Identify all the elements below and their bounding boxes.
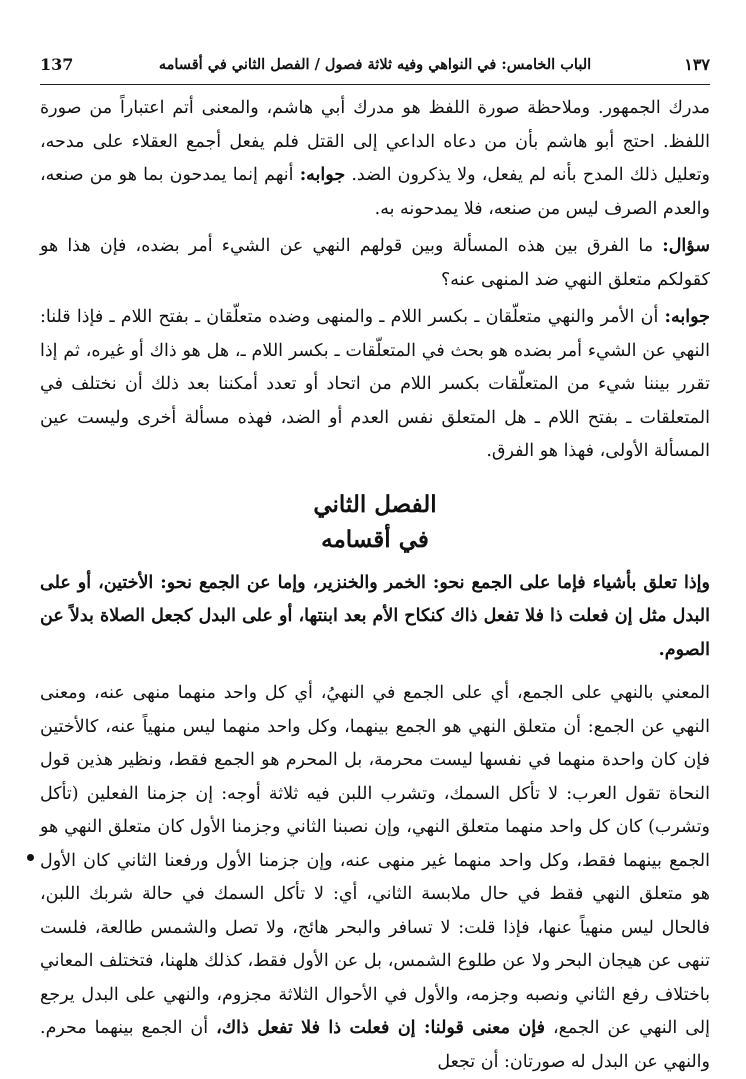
answer-text: أنهم إنما يمدحون بما هو من صنعه، والعدم الصرف ليس من صنعه، فلا يمدحونه به. (40, 165, 710, 219)
page-number-arabic: ١٣٧ (684, 54, 710, 74)
paragraph-text: مدرك الجمهور. وملاحظة صورة اللفظ هو مدرك أبي هاشم، والمعنى أتم اعتباراً من صورة اللفظ. احتج أبو هاشم بأن من دعاه الداعي إلى القتل فلم يفعل أجمع العقلاء على مدحه، وتعليل ذلك المدح بأنه لم يفعل، ولا يذكرون الضد. (40, 98, 710, 185)
margin-dot (27, 854, 34, 861)
answer-label: جوابه: (299, 165, 346, 185)
page-number-latin: 137 (40, 54, 74, 74)
question-paragraph (40, 230, 710, 297)
chapter-title: الفصل الثاني (313, 490, 437, 518)
question-text: ما الفرق بين هذه المسألة وبين قولهم النهي عن الشيء أمر بضده، فإن هذا هو كقولكم متعلق النهي ضد المنهى عنه؟ (40, 236, 710, 290)
commentary-paragraph (40, 677, 710, 1079)
answer-paragraph (40, 301, 710, 469)
commentary-tail: أن الجمع بينهما محرم. والنهي عن البدل له صورتان: أن تجعل (40, 1018, 710, 1072)
answer-label-2: جوابه: (664, 307, 710, 327)
running-header-title: الباب الخامس: في النواهي وفيه ثلاثة فصول / الفصل الثاني في أقسامه (158, 55, 592, 73)
commentary-bold-phrase: فإن معنى قولنا: إن فعلت ذا فلا تفعل ذاك، (216, 1018, 545, 1038)
question-label: سؤال: (662, 236, 710, 256)
matn-paragraph: وإذا تعلق بأشياء فإما على الجمع نحو: الخمر والخنزير، وإما عن الجمع نحو: الأختين، أو على البدل مثل إن فعلت ذا فلا تفعل ذاك كنكاح الأم بعد ابنتها، أو على البدل كجعل الصلاة بدلاً عن الصوم. (40, 572, 710, 660)
paragraph-continuation (40, 92, 710, 226)
chapter-subtitle: في أقسامه (321, 525, 429, 553)
commentary-text: المعني بالنهي على الجمع، أي على الجمع في النهيُ، أي كل واحد منهما منهى عنه، ومعنى النهي عن الجمع: أن متعلق النهي هو الجمع بينهما، وكل واحد منهما ليس منهياً عنه، كالأختين فإن كان واحدة منهما في نفسها ليست محرمة، بل المحرم هو الجمع فقط، ونظير هذين قول النحاة تقول العرب: لا تأكل السمك، وتشرب اللبن فيه ثلاثة أوجه: إن جزمنا الفعلين (تأكل وتشرب) كان كل واحد منهما متعلق النهي، وإن نصبنا الثاني وجزمنا الأول كان متعلق النهي هو الجمع بينهما فقط، وكل واحد منهما غير منهى عنه، وإن جزمنا الأول ورفعنا الثاني كان الأول هو متعلق النهي فقط في حال ملابسة الثاني، أي: لا تأكل السمك في حالة شربك اللبن، فالحال ليس منهياً عنها، فإذا قلت: لا تسافر والبحر هائج، ولا تصل والشمس طالعة، فلست تنهى عن هيجان البحر ولا عن طلوع الشمس، بل عن الأول فقط، كذلك هلهنا، فتختلف المعاني باختلاف رفع الثاني ونصبه وجزمه، والأول في الأحوال الثلاثة مجزوم، والنهي على البدل يرجع إلى النهي عن الجمع، (40, 683, 710, 1038)
page-body (40, 92, 710, 1079)
running-header (40, 44, 710, 85)
answer-text-2: أن الأمر والنهي متعلّقان ـ بكسر اللام ـ والمنهى وضده متعلّقان ـ بفتح اللام ـ فإذا قلنا: النهي عن الشيء أمر بضده هو بحث في المتعلّقات ـ بكسر اللام ـ، هل هو ذاك أو غيره، ثم إذا تقرر بيننا شيء من المتعلّقات بكسر اللام من اتحاد أو تعدد أمكننا بعد ذلك أن نختلف في المتعلقات ـ بفتح اللام ـ هل المتعلق نفس العدم أو الضد، فهذه مسألة أخرى وليست عين المسألة الأولى، فهذا هو الفرق. (40, 307, 710, 461)
